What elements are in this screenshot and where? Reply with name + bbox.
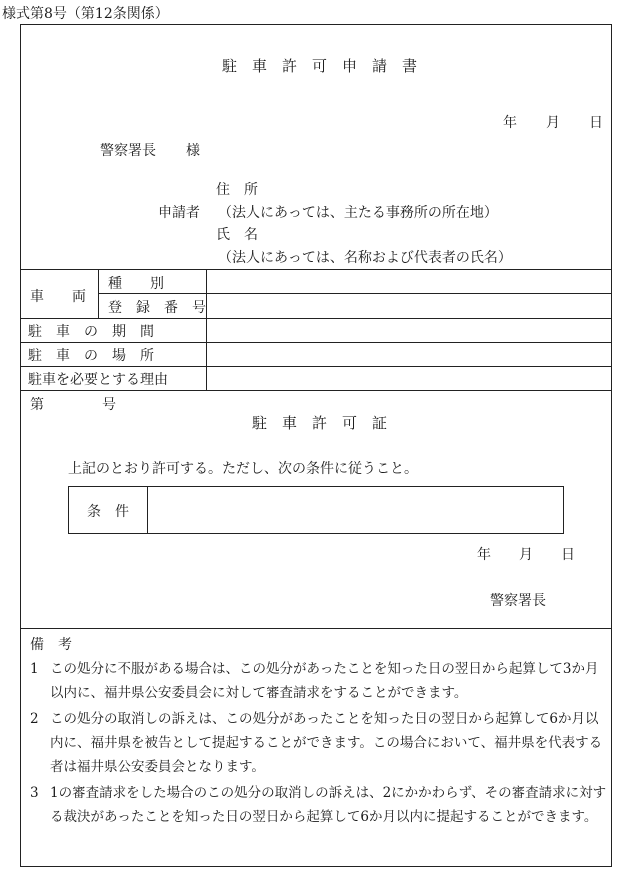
permit-date-day: 日 (561, 547, 575, 563)
permit-date-year: 年 (477, 547, 491, 563)
date-day: 日 (589, 115, 603, 131)
remark-text-1: この処分に不服がある場合は、この処分があったことを知った日の翌日から起算して3か月以内に、福井県公安委員会に対して審査請求をすることができます。 (50, 661, 599, 701)
parking-place-label: 駐 車 の 場 所 (28, 348, 154, 364)
permit-number-prefix: 第 (30, 397, 44, 413)
application-date (503, 112, 603, 132)
address-note: （法人にあっては、主たる事務所の所在地） (218, 205, 498, 221)
permit-number-suffix: 号 (102, 397, 116, 413)
remark-num-3: 3 (30, 785, 39, 801)
registration-number-label: 登 録 番 号 (108, 300, 206, 316)
application-title: 駐 車 許 可 申 請 書 (222, 57, 418, 75)
remark-num-1: 1 (30, 661, 39, 677)
condition-label: 条 件 (87, 504, 129, 520)
name-note: （法人にあっては、名称および代表者の氏名） (218, 250, 512, 266)
remark-item-3 (30, 781, 610, 829)
permit-date-month: 月 (519, 547, 533, 563)
remarks-heading: 備 考 (30, 637, 72, 653)
name-label: 氏 名 (216, 227, 258, 243)
applicant-label: 申請者 (158, 205, 200, 221)
form-id: 様式第8号（第12条関係） (2, 6, 169, 22)
remark-item-2 (30, 707, 610, 779)
permit-issuer: 警察署長 (490, 593, 546, 609)
permit-title: 駐 車 許 可 証 (252, 414, 388, 432)
addressee: 警察署長 (100, 143, 156, 159)
parking-reason-label: 駐車を必要とする理由 (28, 372, 168, 388)
date-month: 月 (546, 115, 560, 131)
addressee-suffix: 様 (186, 143, 200, 159)
vehicle-label: 車 両 (30, 289, 86, 305)
remark-item-1 (30, 657, 610, 705)
date-year: 年 (503, 115, 517, 131)
remark-num-2: 2 (30, 711, 39, 727)
parking-period-label: 駐 車 の 期 間 (28, 324, 154, 340)
permit-statement: 上記のとおり許可する。ただし、次の条件に従うこと。 (68, 461, 418, 477)
remark-text-2: この処分の取消しの訴えは、この処分があったことを知った日の翌日から起算して6か月以内に、福井県を被告として提起することができます。この場合において、福井県を代表する者は福井県公安委員会となります。 (50, 711, 603, 775)
address-label: 住 所 (216, 182, 258, 198)
condition-box (68, 486, 564, 534)
remark-text-3: 1の審査請求をした場合のこの処分の取消しの訴えは、2にかかわらず、その審査請求に対する裁決があったことを知った日の翌日から起算して6か月以内に提起することができます。 (50, 785, 607, 825)
vehicle-type-label: 種 別 (108, 276, 164, 292)
permit-date (477, 544, 575, 564)
